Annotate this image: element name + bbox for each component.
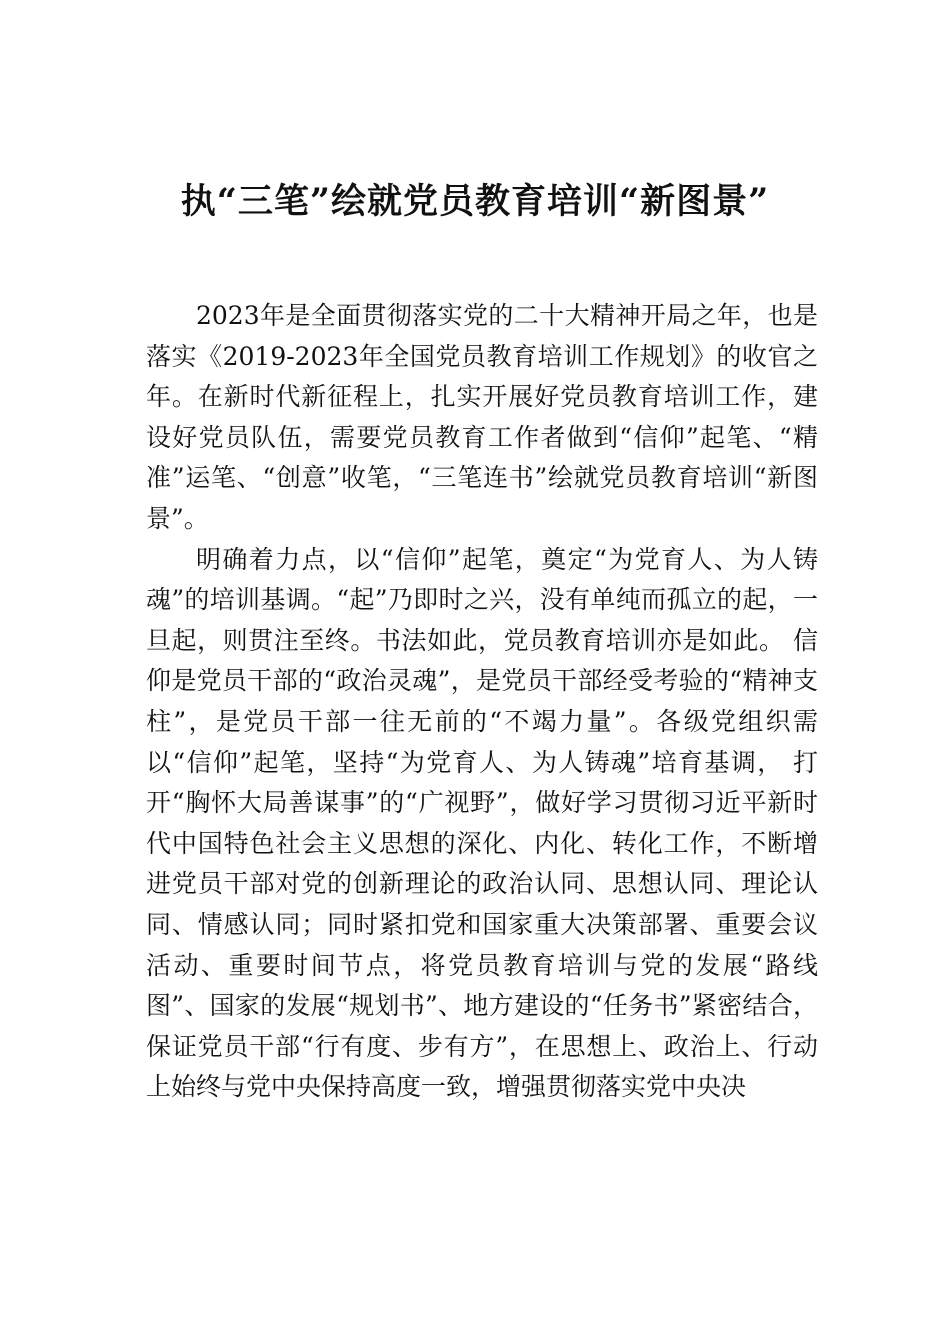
document-title: 执“三笔”绘就党员教育培训“新图景” xyxy=(180,181,770,222)
document-body xyxy=(146,296,818,1108)
paragraph-1: 2023年是全面贯彻落实党的二十大精神开局之年，也是落实《2019-2023年全国党员教育培训工作规划》的收官之年。在新时代新征程上，扎实开展好党员教育培训工作，建设好党员队伍，需要党员教育工作者做到“信仰”起笔、“精准”运笔、“创意”收笔，“三笔连书”绘就党员教育培训“新图景”。 xyxy=(146,301,818,533)
paragraph-2: 明确着力点，以“信仰”起笔，奠定“为党育人、为人铸魂”的培训基调。“起”乃即时之兴，没有单纯而孤立的起，一旦起，则贯注至终。书法如此，党员教育培训亦是如此。 信仰是党员干部的“政治灵魂”，是党员干部经受考验的“精神支柱”，是党员干部一往无前的“不竭力量”。各级党组织需以“信仰”起笔，坚持“为党育人、为人铸魂”培育基调， 打开“胸怀大局善谋事”的“广视野”，做好学习贯彻习近平新时代中国特色社会主义思想的深化、内化、转化工作，不断增进党员干部对党的创新理论的政治认同、思想认同、理论认同、情感认同；同时紧扣党和国家重大决策部署、重要会议活动、重要时间节点，将党员教育培训与党的发展“路线图”、国家的发展“规划书”、地方建设的“任务书”紧密结合，保证党员干部“行有度、步有方”，在思想上、政治上、行动上始终与党中央保持高度一致，增强贯彻落实党中央决 xyxy=(146,544,818,1102)
